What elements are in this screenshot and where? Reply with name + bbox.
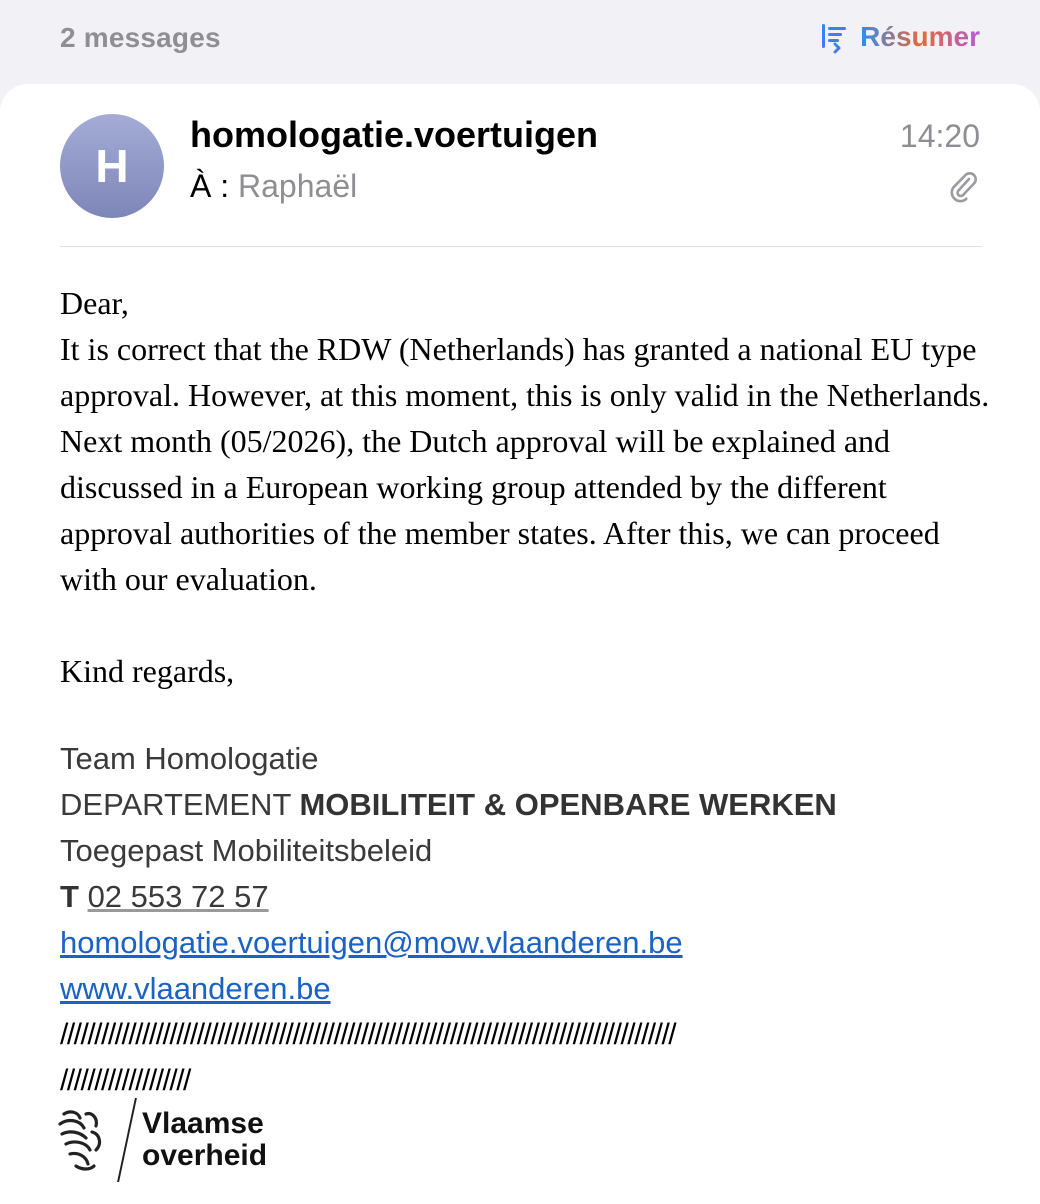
body-paragraph: It is correct that the RDW (Netherlands) has granted a national EU type approval. However, at this moment, this is only valid in the Netherlands. Next month (05/2026), the Dutch approval will be explained and discussed in a European working group attended by the different approval authorities of the member states. After this, we can proceed with our evaluation. <box>60 331 990 597</box>
signature-phone-line <box>60 874 1000 920</box>
email-signature <box>60 736 1000 1104</box>
email-card <box>0 84 1040 1204</box>
sender-avatar[interactable] <box>60 114 164 218</box>
flemish-lion-icon <box>56 1104 108 1176</box>
logo-separator <box>117 1098 137 1182</box>
department-prefix: DEPARTEMENT <box>60 787 291 822</box>
vlaamse-overheid-logo <box>56 1098 267 1182</box>
separator-line-2: /////////////////// <box>60 1064 190 1097</box>
summarize-button[interactable] <box>818 20 980 54</box>
header-divider <box>60 246 982 247</box>
recipient-line <box>190 168 357 205</box>
paperclip-icon[interactable] <box>948 170 978 204</box>
message-count: 2 messages <box>60 22 221 53</box>
separator-line-1: ////////////////////////////////////////////////////////////////////////////////////////// <box>60 1018 676 1051</box>
body-greeting: Dear, <box>60 285 129 321</box>
body-spacer <box>60 602 990 648</box>
signature-team: Team Homologatie <box>60 741 319 776</box>
logo-line-1: Vlaamse <box>142 1107 264 1140</box>
logo-text <box>142 1108 267 1172</box>
email-link[interactable]: homologatie.voertuigen@mow.vlaanderen.be <box>60 925 683 960</box>
website-link[interactable]: www.vlaanderen.be <box>60 971 331 1006</box>
thread-header <box>0 0 1040 84</box>
phone-label: T <box>60 879 79 914</box>
summarize-list-icon <box>818 20 852 54</box>
avatar-letter: H <box>95 140 129 192</box>
phone-link[interactable]: 02 553 72 57 <box>87 879 269 914</box>
email-body <box>60 280 990 694</box>
message-time: 14:20 <box>899 118 980 154</box>
sender-name[interactable]: homologatie.voertuigen <box>190 114 599 155</box>
logo-line-2: overheid <box>142 1139 268 1172</box>
signature-division: Toegepast Mobiliteitsbeleid <box>60 833 433 868</box>
recipient-name[interactable]: Raphaël <box>238 168 358 204</box>
summarize-label: Résumer <box>860 21 980 52</box>
body-closing: Kind regards, <box>60 653 235 689</box>
recipient-prefix: À : <box>190 168 230 204</box>
department-name: MOBILITEIT & OPENBARE WERKEN <box>299 787 837 822</box>
signature-department <box>60 782 1000 828</box>
